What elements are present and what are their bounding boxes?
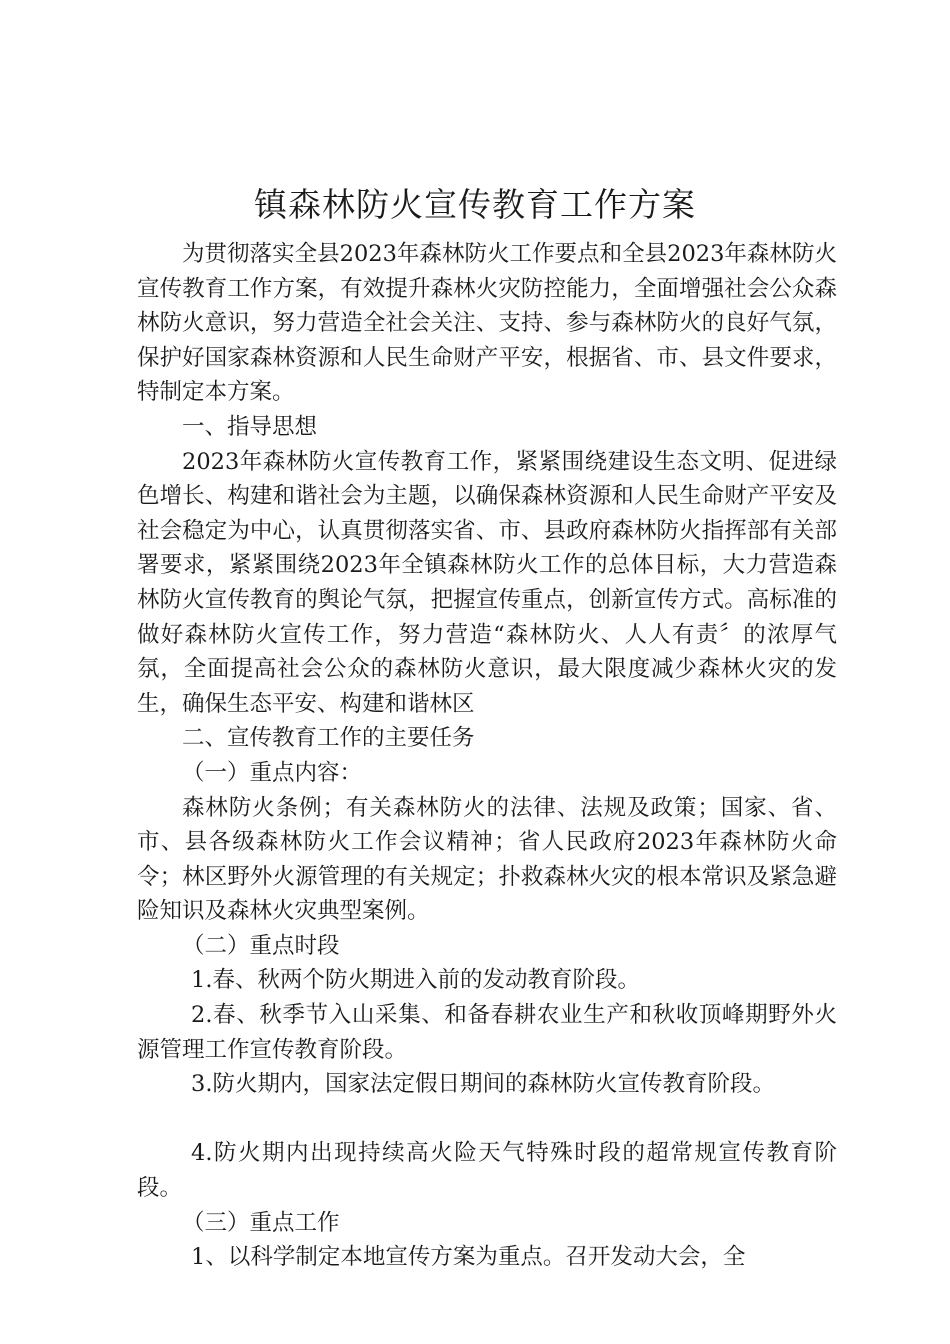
key-content-paragraph: 森林防火条例；有关森林防火的法律、法规及政策；国家、省、市、县各级森林防火工作会议精神；省人民政府2023年森林防火命令；林区野外火源管理的有关规定；扑救森林火灾的根本常识及紧急避险知识及森林火灾典型案例。 <box>137 794 837 925</box>
guiding-ideology-paragraph: 2023年森林防火宣传教育工作，紧紧围绕建设生态文明、促进绿色增长、构建和谐社会为主题，以确保森林资源和人民生命财产平安及社会稳定为中心，认真贯彻落实省、市、县政府森林防火指挥部有关部署要求，紧紧围绕2023年全镇森林防火工作的总体目标，大力营造森林防火宣传教育的舆论气氛，把握宣传重点，创新宣传方式。高标准的做好森林防火宣传工作，努力营造“森林防火、人人有责〞的浓厚气氛，全面提高社会公众的森林防火意识，最大限度减少森林火灾的发生，确保生态平安、构建和谐林区 <box>137 448 837 717</box>
document-body <box>137 237 837 1275</box>
period-item-2: 2.春、秋季节入山采集、和备春耕农业生产和秋收顶峰期野外火源管理工作宣传教育阶段。 <box>137 1002 837 1063</box>
section-heading-main-tasks: 二、宣传教育工作的主要任务 <box>182 725 475 752</box>
subheading-key-periods: （二）重点时段 <box>182 932 340 959</box>
section-heading-guiding-ideology: 一、指导思想 <box>182 413 318 440</box>
blank-line <box>137 1102 837 1137</box>
period-item-1: 1.春、秋两个防火期进入前的发动教育阶段。 <box>191 967 640 994</box>
period-item-4: 4.防火期内出现持续高火险天气特殊时段的超常规宣传教育阶段。 <box>137 1140 837 1202</box>
subheading-key-content: （一）重点内容： <box>182 759 363 786</box>
period-item-3: 3.防火期内，国家法定假日期间的森林防火宣传教育阶段。 <box>191 1071 775 1098</box>
document-title: 镇森林防火宣传教育工作方案 <box>254 185 696 224</box>
intro-paragraph: 为贯彻落实全县2023年森林防火工作要点和全县2023年森林防火宣传教育工作方案，有效提升森林火灾防控能力，全面增强社会公众森林防火意识，努力营造全社会关注、支持、参与森林防火的良好气氛，保护好国家森林资源和人民生命财产平安，根据省、市、县文件要求，特制定本方案。 <box>137 241 837 406</box>
subheading-key-work: （三）重点工作 <box>182 1209 340 1236</box>
work-item-1: 1、以科学制定本地宣传方案为重点。召开发动大会，全 <box>191 1244 746 1271</box>
